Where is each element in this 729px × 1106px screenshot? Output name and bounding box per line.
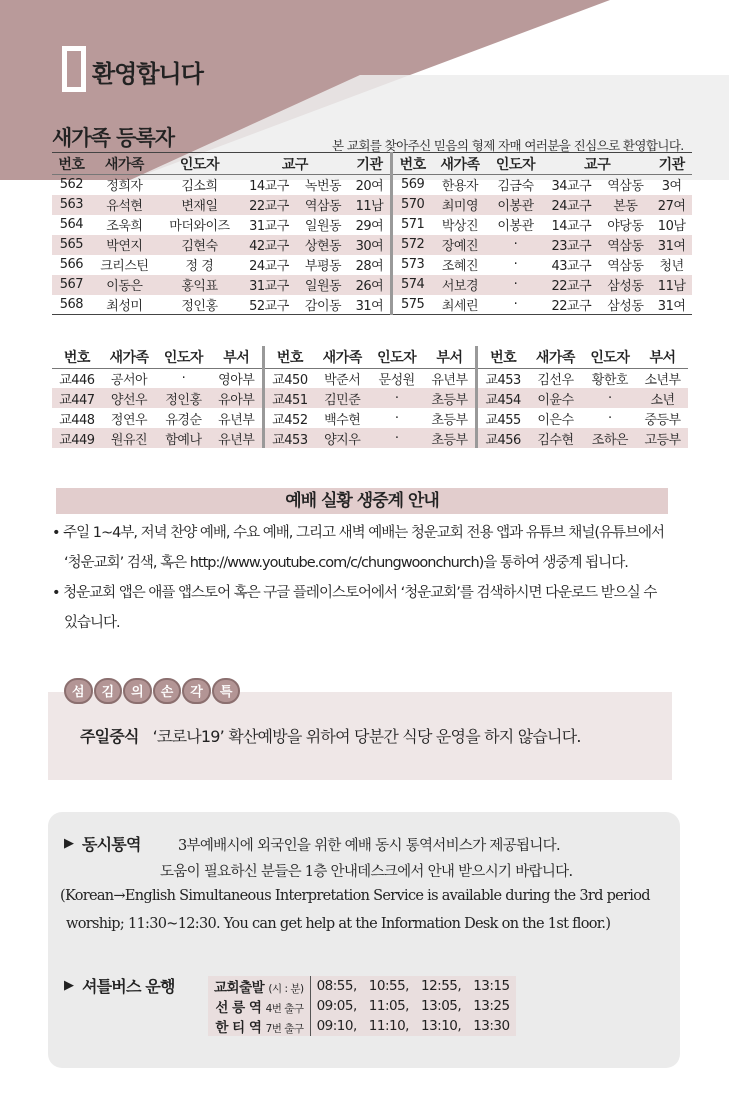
table-cell: 일원동 (304, 219, 342, 234)
shuttle-time: 08:55, (310, 976, 363, 996)
school-table (52, 346, 688, 448)
broadcast-info (52, 518, 672, 638)
table-cell: 김소희 (181, 179, 218, 195)
table-cell: 교448 (59, 412, 95, 428)
table-row (52, 275, 692, 295)
table-cell: 조혜진 (441, 259, 479, 274)
table-cell: · (394, 410, 399, 426)
table-cell: 14교구 (249, 179, 289, 195)
shuttle-stop (208, 996, 310, 1016)
table-cell: 조하은 (583, 428, 637, 448)
table-cell: 초등부 (424, 388, 477, 408)
col-header: 인도자 (158, 153, 241, 175)
table-cell: 교450 (272, 372, 308, 388)
table-cell: 고등부 (637, 428, 688, 448)
table-cell: 역삼동 (607, 179, 644, 195)
table-cell: 567 (52, 275, 91, 295)
table-cell: · (513, 296, 518, 312)
table-cell: 이윤수 (528, 388, 582, 408)
table-cell: 김현숙 (158, 235, 241, 255)
triangle-bullet-icon: ▶ (64, 978, 74, 993)
newcomers-title: 새가족 등록자 (52, 126, 175, 150)
table-cell: 이동은 (91, 275, 158, 295)
col-header: 교구 (241, 153, 349, 175)
table-cell: 본동 (599, 195, 651, 215)
translation-line: (Korean→English Simultaneous Interpretation Service is available during the 3rd period (60, 888, 650, 904)
table-cell: 27여 (651, 195, 692, 215)
table-cell: 572 (392, 235, 433, 255)
table-cell: 11남 (651, 275, 692, 295)
shuttle-time: 13:15 (467, 976, 515, 996)
col-header: 기관 (349, 153, 392, 175)
table-cell: 변재일 (158, 195, 241, 215)
table-cell: 서보경 (432, 275, 488, 295)
col-header: 인도자 (369, 346, 423, 368)
shuttle-stop (208, 1016, 310, 1036)
table-row (52, 368, 688, 388)
shuttle-time: 11:10, (363, 1016, 415, 1036)
table-cell: 백수현 (324, 412, 361, 428)
shuttle-stop-note: 7번 출구 (265, 1023, 304, 1035)
table-row (52, 195, 692, 215)
table-cell: 11남 (349, 195, 392, 215)
shuttle-time: 10:55, (363, 976, 415, 996)
serving-tag-char: 특 (212, 678, 241, 704)
table-cell: 박상진 (441, 219, 479, 234)
table-cell: 24교구 (249, 259, 289, 274)
broadcast-title: 예배 실황 생중계 안내 (56, 488, 668, 514)
col-header: 부서 (637, 346, 688, 368)
shuttle-time: 13:25 (467, 996, 515, 1016)
table-cell: 일원동 (297, 275, 349, 295)
serving-tag-char: 손 (153, 678, 182, 704)
shuttle-table (208, 976, 516, 1036)
table-cell: 42교구 (241, 235, 297, 255)
table-cell: · (181, 370, 186, 386)
col-header: 새가족 (91, 153, 158, 175)
col-header: 번호 (52, 346, 102, 368)
col-header: 교구 (543, 153, 651, 175)
table-cell: 10남 (657, 219, 686, 234)
shuttle-row (208, 996, 516, 1016)
table-cell: 박연지 (91, 235, 158, 255)
serving-tag-char: 각 (182, 678, 211, 704)
table-cell: 박준서 (324, 372, 361, 388)
table-cell: 정인홍 (181, 298, 218, 314)
table-cell: 원유진 (102, 428, 156, 448)
table-cell: 569 (400, 177, 425, 193)
shuttle-time: 09:10, (310, 1016, 363, 1036)
table-cell: 571 (400, 217, 425, 232)
table-cell: 14교구 (551, 219, 592, 234)
shuttle-time: 13:10, (415, 1016, 467, 1036)
broadcast-bullet: • 주일 1~4부, 저녁 찬양 예배, 수요 예배, 그리고 새벽 예배는 청운교회 전용 앱과 유튜브 채널(유튜브에서 ‘청운교회’ 검색, 혹은 http://www.youtube.com/c/chungwoonchurch)을 통하여 생중계 됩니다. (52, 525, 665, 571)
table-cell: 양선우 (102, 388, 156, 408)
table-cell: 교455 (485, 412, 521, 428)
table-cell: 31여 (651, 235, 692, 255)
table-cell: 29여 (349, 215, 392, 235)
col-header: 번호 (263, 346, 315, 368)
serving-label: 주일중식 (80, 727, 139, 746)
table-cell: 교452 (272, 412, 308, 428)
table-cell: 정희자 (106, 179, 143, 195)
table-cell: 유년부 (211, 408, 264, 428)
table-cell: 홍익표 (158, 275, 241, 295)
table-row (52, 295, 692, 315)
table-cell: 김민준 (315, 388, 369, 408)
table-cell: 함예나 (156, 428, 210, 448)
table-cell: 김수현 (528, 428, 582, 448)
triangle-bullet-icon: ▶ (64, 836, 74, 851)
col-header: 새가족 (432, 153, 488, 175)
table-cell: 564 (59, 217, 84, 232)
col-header: 인도자 (488, 153, 544, 175)
table-cell: 청년 (659, 259, 684, 274)
shuttle-stop-name: 한 티 역 (215, 1020, 262, 1036)
newcomers-table (52, 152, 692, 315)
col-header: 부서 (211, 346, 264, 368)
shuttle-stop-name: 선 릉 역 (215, 1000, 262, 1016)
table-cell: 31여 (349, 295, 392, 315)
table-cell: 교454 (477, 388, 529, 408)
table-cell: 초등부 (424, 408, 477, 428)
table-cell: 31여 (657, 298, 686, 314)
serving-tag-char: 의 (123, 678, 152, 704)
table-cell: 삼성동 (607, 298, 644, 314)
header-square-icon (62, 46, 86, 92)
table-cell: 31교구 (249, 219, 289, 234)
table-cell: 김금숙 (497, 179, 534, 195)
col-header: 부서 (424, 346, 477, 368)
table-cell: 562 (59, 177, 84, 193)
translation-label: 동시통역 (82, 835, 141, 854)
table-cell: 교456 (477, 428, 529, 448)
table-cell: 중등부 (644, 412, 681, 428)
table-row (52, 235, 692, 255)
table-cell: 역삼동 (607, 259, 644, 274)
col-header: 번호 (52, 153, 91, 175)
table-cell: 교453 (485, 372, 521, 388)
table-cell: 34교구 (551, 179, 592, 195)
table-cell: 이은수 (537, 412, 574, 428)
table-cell: 녹번동 (304, 179, 342, 195)
table-row (52, 388, 688, 408)
table-cell: 52교구 (249, 298, 289, 314)
table-cell: 최성미 (106, 298, 143, 314)
table-cell: · (608, 410, 612, 426)
shuttle-stop-note: (시 : 분) (268, 983, 304, 995)
table-cell: 570 (392, 195, 433, 215)
table-cell: 소년 (637, 388, 688, 408)
table-cell: · (488, 235, 544, 255)
translation-line: 도움이 필요하신 분들은 1층 안내데스크에서 안내 받으시기 바랍니다. (160, 864, 573, 880)
table-cell: 574 (392, 275, 433, 295)
table-row (52, 428, 688, 448)
shuttle-time: 09:05, (310, 996, 363, 1016)
shuttle-stop (208, 976, 310, 996)
table-cell: 소년부 (644, 372, 681, 388)
table-row (52, 175, 692, 195)
broadcast-bullet: • 청운교회 앱은 애플 앱스토어 혹은 구글 플레이스토어에서 ‘청운교회’를 검색하시면 다운로드 받으실 수 있습니다. (52, 585, 657, 631)
translation-line: 3부예배시에 외국인을 위한 예배 동시 통역서비스가 제공됩니다. (178, 838, 560, 854)
table-cell: 28여 (349, 255, 392, 275)
newcomers-subtitle: 본 교회를 찾아주신 믿음의 형제 자매 여러분을 진심으로 환영합니다. (332, 138, 684, 153)
table-cell: 초등부 (424, 428, 477, 448)
table-cell: · (583, 388, 637, 408)
table-cell: 정 경 (185, 259, 214, 274)
table-cell: 교451 (263, 388, 315, 408)
table-cell: 유년부 (211, 428, 264, 448)
table-cell: 26여 (349, 275, 392, 295)
table-cell: 교453 (263, 428, 315, 448)
col-header: 새가족 (315, 346, 369, 368)
table-cell: 영아부 (211, 368, 264, 388)
table-cell: 565 (52, 235, 91, 255)
table-cell: 교449 (52, 428, 102, 448)
table-cell: 상현동 (297, 235, 349, 255)
table-cell: 43교구 (551, 259, 592, 274)
table-cell: 568 (59, 296, 84, 312)
col-header: 번호 (392, 153, 433, 175)
col-header: 기관 (651, 153, 692, 175)
table-cell: 24교구 (543, 195, 599, 215)
table-cell: · (488, 275, 544, 295)
table-cell: 573 (400, 257, 425, 272)
table-cell: 황한호 (591, 372, 628, 388)
table-cell: 야당동 (607, 219, 644, 234)
table-cell: 22교구 (241, 195, 297, 215)
table-cell: 공서아 (110, 372, 148, 388)
shuttle-row (208, 976, 516, 996)
shuttle-stop-note: 4번 출구 (265, 1003, 304, 1015)
table-cell: 최미영 (432, 195, 488, 215)
shuttle-time: 11:05, (363, 996, 415, 1016)
table-cell: 교446 (59, 372, 95, 388)
table-cell: 부평동 (304, 259, 342, 274)
table-cell: 566 (59, 257, 84, 272)
table-cell: 장예진 (432, 235, 488, 255)
table-cell: 조욱희 (106, 219, 143, 234)
table-cell: 31교구 (241, 275, 297, 295)
table-cell: 크리스틴 (100, 259, 149, 274)
table-cell: 30여 (349, 235, 392, 255)
table-cell: 삼성동 (599, 275, 651, 295)
table-cell: 양지우 (315, 428, 369, 448)
table-cell: 유아부 (211, 388, 264, 408)
table-cell: 최세린 (441, 298, 479, 314)
serving-tag-char: 섬 (64, 678, 93, 704)
table-cell: 23교구 (543, 235, 599, 255)
table-cell: 감이동 (304, 298, 342, 314)
shuttle-row (208, 1016, 516, 1036)
col-header: 번호 (477, 346, 529, 368)
page-title: 환영합니다 (92, 60, 203, 88)
shuttle-time: 13:30 (467, 1016, 515, 1036)
table-cell: 이봉관 (497, 219, 534, 234)
table-cell: 575 (400, 296, 425, 312)
table-cell: 교447 (52, 388, 102, 408)
table-cell: 역삼동 (599, 235, 651, 255)
table-cell: 김선우 (537, 372, 574, 388)
translation-line: worship; 11:30~12:30. You can get help at the Information Desk on the 1st floor.) (66, 916, 611, 932)
table-cell: 563 (52, 195, 91, 215)
col-header: 새가족 (102, 346, 156, 368)
table-cell: 유년부 (424, 368, 477, 388)
col-header: 인도자 (583, 346, 637, 368)
table-cell: · (369, 428, 423, 448)
table-cell: 22교구 (543, 275, 599, 295)
shuttle-time: 12:55, (415, 976, 467, 996)
serving-tag (64, 678, 240, 706)
col-header: 인도자 (156, 346, 210, 368)
table-row (52, 408, 688, 428)
table-cell: 22교구 (551, 298, 592, 314)
shuttle-label: 셔틀버스 운행 (82, 977, 175, 996)
table-cell: 마더와이즈 (169, 219, 230, 234)
table-cell: 한용자 (441, 179, 479, 195)
table-cell: 정인홍 (156, 388, 210, 408)
table-cell: 유경순 (165, 412, 202, 428)
table-cell: 20여 (349, 175, 392, 195)
table-cell: 이봉관 (488, 195, 544, 215)
shuttle-stop-name: 교회출발 (214, 980, 265, 996)
col-header: 새가족 (528, 346, 582, 368)
shuttle-time: 13:05, (415, 996, 467, 1016)
table-cell: 유석현 (91, 195, 158, 215)
serving-tag-char: 김 (94, 678, 123, 704)
table-cell: 역삼동 (297, 195, 349, 215)
table-cell: 정연우 (110, 412, 148, 428)
table-row (52, 215, 692, 235)
table-cell: · (369, 388, 423, 408)
serving-notice (80, 724, 581, 747)
serving-text: ‘코로나19’ 확산예방을 위하여 당분간 식당 운영을 하지 않습니다. (152, 727, 581, 746)
table-cell: 문성원 (378, 372, 415, 388)
table-row (52, 255, 692, 275)
table-cell: · (513, 257, 518, 272)
table-cell: 3여 (661, 179, 682, 195)
